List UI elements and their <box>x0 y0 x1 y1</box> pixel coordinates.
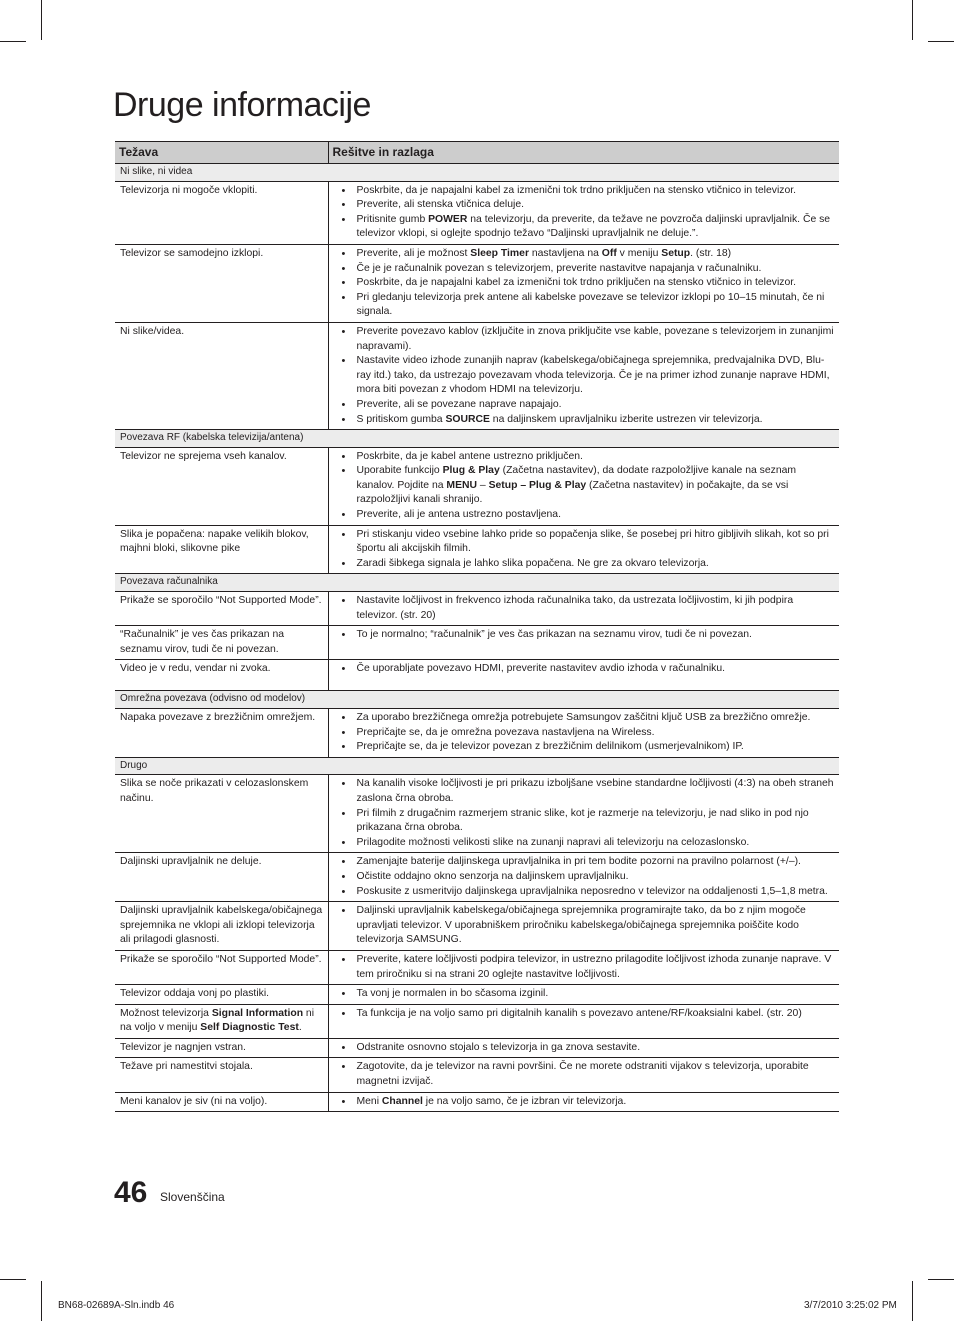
solution-list <box>334 904 836 948</box>
table-row <box>115 853 839 902</box>
section-header-row <box>115 757 839 775</box>
solution-cell <box>328 244 839 322</box>
solution-list <box>334 662 836 677</box>
solution-item: • Prilagodite možnosti velikosti slike na zunanji napravi ali televizorju na celozaslonsko. <box>334 836 836 851</box>
solution-cell <box>328 660 839 691</box>
problem-cell: Težave pri namestitvi stojala. <box>115 1058 328 1092</box>
solution-item: • Če uporabljate povezavo HDMI, preverite nastavitev avdio izhoda v računalniku. <box>334 662 836 677</box>
solution-item: • Odstranite osnovno stojalo s televizorja in ga znova sestavite. <box>334 1041 836 1056</box>
crop-mark <box>41 1281 42 1321</box>
problem-cell: Televizorja ni mogoče vklopiti. <box>115 181 328 244</box>
section-title: Ni slike, ni videa <box>115 164 839 182</box>
problem-cell: Možnost televizorja Signal Information ni na voljo v meniju Self Diagnostic Test. <box>115 1004 328 1038</box>
solution-cell <box>328 1092 839 1112</box>
problem-cell: Slika je popačena: napake velikih blokov, majhni bloki, slikovne pike <box>115 525 328 574</box>
solution-item: • Če je je računalnik povezan s televizorjem, preverite nastavitve napajanja v računalniku. <box>334 262 836 277</box>
section-header-row <box>115 430 839 448</box>
troubleshooting-table <box>115 141 839 1112</box>
solution-cell <box>328 626 839 660</box>
solution-cell <box>328 447 839 525</box>
crop-mark <box>0 1279 26 1280</box>
solution-cell <box>328 181 839 244</box>
solution-item: • Preverite, katere ločljivosti podpira televizor, in ustrezno prilagodite ločljivost izhoda zunanje naprave. V tem priročniku si na strani 20 oglejte nastavitve ločljivosti. <box>334 953 836 982</box>
problem-cell: Slika se noče prikazati v celozaslonskem načinu. <box>115 775 328 853</box>
problem-cell: Video je v redu, vendar ni zvoka. <box>115 660 328 691</box>
table-header-row <box>115 142 839 164</box>
table-row <box>115 244 839 322</box>
solution-cell <box>328 950 839 984</box>
solution-item: • Poskrbite, da je kabel antene ustrezno priključen. <box>334 450 836 465</box>
solution-item: • Pri stiskanju video vsebine lahko pride so popačenja slike, še posebej pri hitro gibljivih slikah, kot so pri športu ali akcijskih filmih. <box>334 528 836 557</box>
solution-cell <box>328 775 839 853</box>
table-row <box>115 322 839 429</box>
solution-cell <box>328 1058 839 1092</box>
table-row <box>115 985 839 1005</box>
page-number: 46 <box>114 1176 148 1209</box>
solution-list <box>334 325 836 427</box>
problem-cell: Televizor ne sprejema vseh kanalov. <box>115 447 328 525</box>
solution-item: • Pri filmih z drugačnim razmerjem stranic slike, kot je razmerje na televizorju, je nad sliko in pod njo prikazana črna obroba. <box>334 807 836 836</box>
table-row <box>115 902 839 951</box>
table-row <box>115 1004 839 1038</box>
crop-mark <box>912 1281 913 1321</box>
solution-item: • Preverite, ali se povezane naprave napajajo. <box>334 398 836 413</box>
solution-item: • Daljinski upravljalnik kabelskega/običajnega sprejemnika programirajte tako, da bo z njim mogoče upravljati televizor. V uporabniškem priročniku kabelskega/običajnega sprejemnika poiščite kodo televizorja SAMSUNG. <box>334 904 836 948</box>
table-row <box>115 181 839 244</box>
solution-list <box>334 855 836 899</box>
solution-list <box>334 628 836 643</box>
table-row <box>115 709 839 758</box>
column-header-solutions: Rešitve in razlaga <box>328 142 839 164</box>
footer-language: Slovenščina <box>160 1190 225 1204</box>
table-row <box>115 660 839 691</box>
table-row <box>115 447 839 525</box>
solution-item: • To je normalno; “računalnik” je ves čas prikazan na seznamu virov, tudi če ni povezan. <box>334 628 836 643</box>
table-row <box>115 950 839 984</box>
solution-item: • Nastavite video izhode zunanjih naprav (kabelskega/običajnega sprejemnika, predvajalnika DVD, Blu-ray itd.) tako, da ustrezajo povezavam vhoda televizorja. Če je na primer izhod zunanje naprave HDMI, mora biti povezan z vhodom HDMI na televizorju. <box>334 354 836 398</box>
solution-item: • Zagotovite, da je televizor na ravni površini. Če ne morete odstraniti vijakov s televizorja, uporabite magnetni izvijač. <box>334 1060 836 1089</box>
column-header-problem: Težava <box>115 142 328 164</box>
crop-mark <box>0 41 26 42</box>
crop-mark <box>928 41 954 42</box>
problem-cell: Ni slike/videa. <box>115 322 328 429</box>
problem-cell: Televizor oddaja vonj po plastiki. <box>115 985 328 1005</box>
solution-item: • Preverite povezavo kablov (izključite in znova priključite vse kable, povezane s televizorjem in zunanjimi napravami). <box>334 325 836 354</box>
solution-item: • Ta vonj je normalen in bo sčasoma izginil. <box>334 987 836 1002</box>
crop-mark <box>41 0 42 40</box>
solution-list <box>334 184 836 242</box>
print-slug-file: BN68-02689A-Sln.indb 46 <box>58 1300 175 1311</box>
table-row <box>115 525 839 574</box>
table-row <box>115 1092 839 1112</box>
problem-cell: Napaka povezave z brezžičnim omrežjem. <box>115 709 328 758</box>
solution-cell <box>328 985 839 1005</box>
section-header-row <box>115 691 839 709</box>
solution-list <box>334 711 836 755</box>
solution-cell <box>328 709 839 758</box>
problem-cell: Televizor se samodejno izklopi. <box>115 244 328 322</box>
problem-cell: Daljinski upravljalnik ne deluje. <box>115 853 328 902</box>
solution-list <box>334 1060 836 1089</box>
solution-item: • Prepričajte se, da je televizor povezan z brezžičnim delilnikom (usmerjevalnikom) IP. <box>334 740 836 755</box>
solution-item: • Meni Channel je na voljo samo, če je izbran vir televizorja. <box>334 1095 836 1110</box>
solution-item: • S pritiskom gumba SOURCE na daljinskem upravljalniku izberite ustrezen vir televizorja. <box>334 413 836 428</box>
solution-cell <box>328 902 839 951</box>
section-title: Povezava računalnika <box>115 574 839 592</box>
table-row <box>115 592 839 626</box>
solution-cell <box>328 853 839 902</box>
section-header-row <box>115 574 839 592</box>
table-row <box>115 1058 839 1092</box>
solution-item: • Nastavite ločljivost in frekvenco izhoda računalnika tako, da ustrezata ločljivostim, ki jih podpira televizor. (str. 20) <box>334 594 836 623</box>
solution-item: • Ta funkcija je na voljo samo pri digitalnih kanalih s povezavo antene/RF/koaksialni kabel. (str. 20) <box>334 1007 836 1022</box>
solution-list <box>334 594 836 623</box>
crop-mark <box>912 0 913 40</box>
solution-item: • Zaradi šibkega signala je lahko slika popačena. Ne gre za okvaro televizorja. <box>334 557 836 572</box>
solution-item: • Pritisnite gumb POWER na televizorju, da preverite, da težave ne povzroča daljinski upravljalnik. Če se televizor vklopi, si oglejte spodnjo težavo “Daljinski upravljalnik ne deluje.”. <box>334 213 836 242</box>
problem-cell: Daljinski upravljalnik kabelskega/običajnega sprejemnika ne vklopi ali izklopi televizorja ali prilagodi glasnosti. <box>115 902 328 951</box>
print-slug-timestamp: 3/7/2010 3:25:02 PM <box>804 1300 897 1311</box>
solution-list <box>334 987 836 1002</box>
problem-cell: Meni kanalov je siv (ni na voljo). <box>115 1092 328 1112</box>
problem-cell: Prikaže se sporočilo “Not Supported Mode”. <box>115 950 328 984</box>
table-body <box>115 164 839 1112</box>
problem-cell: Prikaže se sporočilo “Not Supported Mode”. <box>115 592 328 626</box>
section-title: Povezava RF (kabelska televizija/antena) <box>115 430 839 448</box>
solution-cell <box>328 322 839 429</box>
table-row <box>115 626 839 660</box>
solution-item: • Poskrbite, da je napajalni kabel za izmenični tok trdno priključen na stensko vtičnico in televizor. <box>334 184 836 199</box>
solution-list <box>334 528 836 572</box>
solution-item: • Za uporabo brezžičnega omrežja potrebujete Samsungov zaščitni ključ USB za brezžično omrežje. <box>334 711 836 726</box>
solution-item: • Prepričajte se, da je omrežna povezava nastavljena na Wireless. <box>334 726 836 741</box>
table-row <box>115 1038 839 1058</box>
table-row <box>115 775 839 853</box>
solution-item: • Poskusite z usmeritvijo daljinskega upravljalnika neposredno v televizor na oddaljenosti 1,5–1,8 metra. <box>334 885 836 900</box>
solution-list <box>334 777 836 850</box>
crop-mark <box>928 1279 954 1280</box>
solution-list <box>334 247 836 320</box>
problem-cell: Televizor je nagnjen vstran. <box>115 1038 328 1058</box>
solution-item: • Uporabite funkcijo Plug & Play (Začetna nastavitev), da dodate razpoložljive kanale na seznam kanalov. Pojdite na MENU – Setup – Plug & Play (Začetna nastavitev) in počakajte, da se vsi razpoložljivi kanali shranijo. <box>334 464 836 508</box>
solution-item: • Preverite, ali stenska vtičnica deluje. <box>334 198 836 213</box>
solution-list <box>334 1095 836 1110</box>
solution-item: • Preverite, ali je možnost Sleep Timer nastavljena na Off v meniju Setup. (str. 18) <box>334 247 836 262</box>
solution-cell <box>328 1004 839 1038</box>
solution-item: • Preverite, ali je antena ustrezno postavljena. <box>334 508 836 523</box>
solution-cell <box>328 1038 839 1058</box>
solution-item: • Na kanalih visoke ločljivosti je pri prikazu izboljšane vsebine standardne ločljivosti (4:3) na obeh straneh zaslona črna obroba. <box>334 777 836 806</box>
solution-cell <box>328 592 839 626</box>
section-title: Omrežna povezava (odvisno od modelov) <box>115 691 839 709</box>
solution-list <box>334 953 836 982</box>
page-title: Druge informacije <box>113 86 371 124</box>
section-title: Drugo <box>115 757 839 775</box>
solution-item: • Poskrbite, da je napajalni kabel za izmenični tok trdno priključen na stensko vtičnico in televizor. <box>334 276 836 291</box>
solution-item: • Zamenjajte baterije daljinskega upravljalnika in pri tem bodite pozorni na pravilno polarnost (+/–). <box>334 855 836 870</box>
solution-list <box>334 450 836 523</box>
solution-item: • Očistite oddajno okno senzorja na daljinskem upravljalniku. <box>334 870 836 885</box>
section-header-row <box>115 164 839 182</box>
solution-cell <box>328 525 839 574</box>
solution-item: • Pri gledanju televizorja prek antene ali kabelske povezave se televizor izklopi po 10–15 minutah, če ni signala. <box>334 291 836 320</box>
problem-cell: “Računalnik” je ves čas prikazan na seznamu virov, tudi če ni povezan. <box>115 626 328 660</box>
solution-list <box>334 1041 836 1056</box>
solution-list <box>334 1007 836 1022</box>
